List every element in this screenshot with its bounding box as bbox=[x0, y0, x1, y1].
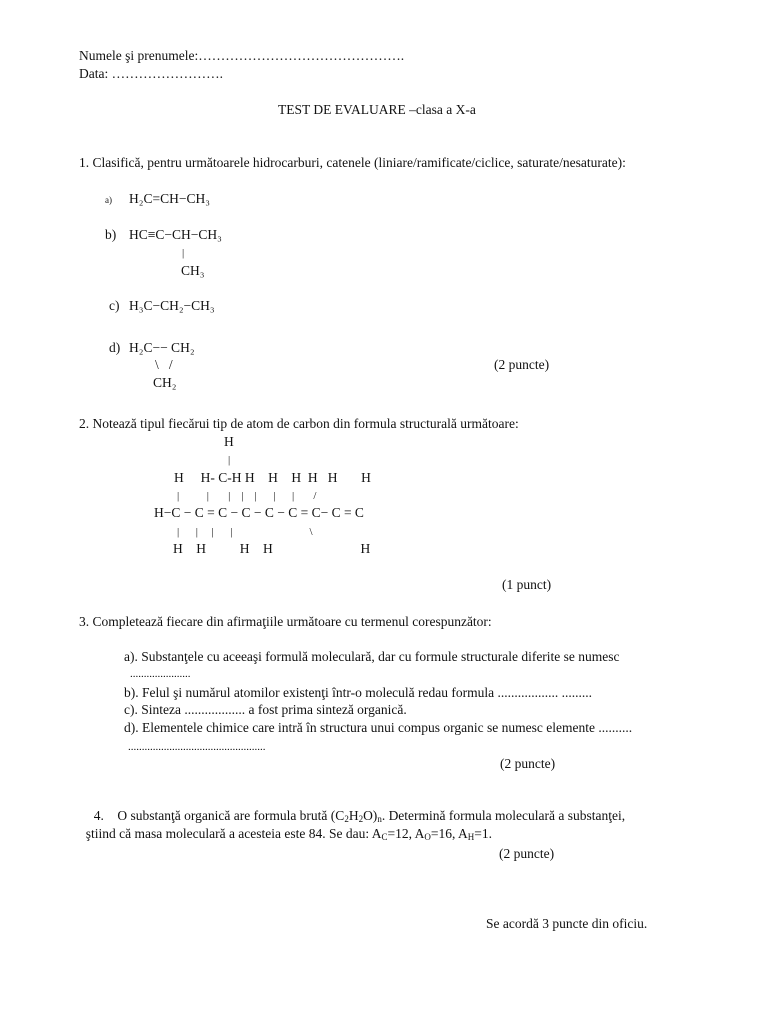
q1-d-bonds: \ / bbox=[155, 357, 173, 372]
q2-row4: | | | | | | | / bbox=[177, 490, 317, 502]
q4-line2 bbox=[79, 810, 492, 845]
q4-ao-index: O bbox=[424, 832, 431, 842]
q4-formula-c-index: 2 bbox=[344, 814, 349, 824]
q4-ah-value: =1. bbox=[474, 826, 493, 841]
q4-text-pre: O substanţă organică are formula brută (C bbox=[117, 808, 345, 823]
q2-prompt: 2. Notează tipul fiecărui tip de atom de carbon din formula structurală următoare: bbox=[79, 416, 519, 431]
q1-d-ring-carbon: CH₂ bbox=[153, 375, 177, 390]
q3-points: (2 puncte) bbox=[500, 756, 556, 771]
q2-row1: H bbox=[224, 434, 234, 449]
q4-formula-o: O) bbox=[363, 808, 378, 823]
q4-number: 4. bbox=[93, 808, 104, 823]
q1-prompt: 1. Clasifică, pentru următoarele hidrocarburi, catenele (liniare/ramificate/ciclice, saturate/nesaturate): bbox=[79, 155, 626, 170]
q3-item-a: a). Substanţele cu aceeaşi formulă moleculară, dar cu formule structurale diferite se numesc bbox=[124, 649, 620, 664]
q1-c-formula: H₃C−CH₂−CH₃ bbox=[129, 298, 215, 313]
q1-a-label: a) bbox=[105, 195, 112, 205]
q3-item-d-blank: .................................................. bbox=[128, 741, 266, 753]
q1-a-formula: H₂C=CH−CH₃ bbox=[129, 191, 210, 206]
q1-points: (2 puncte) bbox=[494, 357, 550, 372]
q1-b-substituent: CH₃ bbox=[181, 263, 205, 278]
q1-b-label: b) bbox=[105, 227, 117, 242]
q2-row2: | bbox=[228, 454, 231, 466]
q2-row6: | | | | \ bbox=[177, 526, 313, 538]
q2-row3: H H- C-H H H H H H H bbox=[174, 470, 371, 485]
q3-item-c: c). Sinteza .................. a fost prima sinteză organică. bbox=[124, 702, 407, 717]
q2-points: (1 punct) bbox=[502, 577, 552, 592]
q3-item-d: d). Elementele chimice care intră în structura unui compus organic se numesc elemente .......... bbox=[124, 720, 633, 735]
q4-ac-value: =12, A bbox=[387, 826, 425, 841]
q1-c-label: c) bbox=[109, 298, 120, 313]
q4-ac-index: C bbox=[381, 832, 388, 842]
q3-item-b: b). Felul şi numărul atomilor existenţi într-o moleculă redau formula .................. ......... bbox=[124, 685, 593, 700]
q2-row7: H H H H H bbox=[173, 541, 371, 556]
q3-item-a-blank: ...................... bbox=[130, 668, 191, 680]
q1-b-bond: | bbox=[182, 247, 185, 259]
q2-main-chain: H−C − C = C − C − C − C = C− C = C bbox=[154, 505, 364, 520]
name-line: Numele şi prenumele:………………………………………. bbox=[79, 48, 405, 63]
q4-formula-h: H bbox=[348, 808, 359, 823]
q4-ao-value: =16, A bbox=[430, 826, 468, 841]
q4-text-post: . Determină formula moleculară a substanţei, bbox=[381, 808, 626, 823]
footer-note: Se acordă 3 puncte din oficiu. bbox=[486, 916, 648, 931]
q4-formula-h-index: 2 bbox=[358, 814, 364, 824]
q3-prompt: 3. Completează fiecare din afirmaţiile următoare cu termenul corespunzător: bbox=[79, 614, 492, 629]
q4-line2-text: ştiind că masa moleculară a acesteia este 84. Se dau: A bbox=[85, 826, 382, 841]
q4-formula-n: n bbox=[377, 814, 382, 824]
q4-points: (2 puncte) bbox=[499, 846, 555, 861]
q4-ah-index: H bbox=[467, 832, 475, 842]
q1-d-formula: H₂C−− CH₂ bbox=[129, 340, 195, 355]
q1-b-formula: HC≡C−CH−CH₃ bbox=[129, 227, 222, 242]
date-line: Data: ……………………. bbox=[79, 66, 223, 81]
page-title: TEST DE EVALUARE –clasa a X-a bbox=[278, 102, 476, 117]
q1-d-label: d) bbox=[109, 340, 121, 355]
